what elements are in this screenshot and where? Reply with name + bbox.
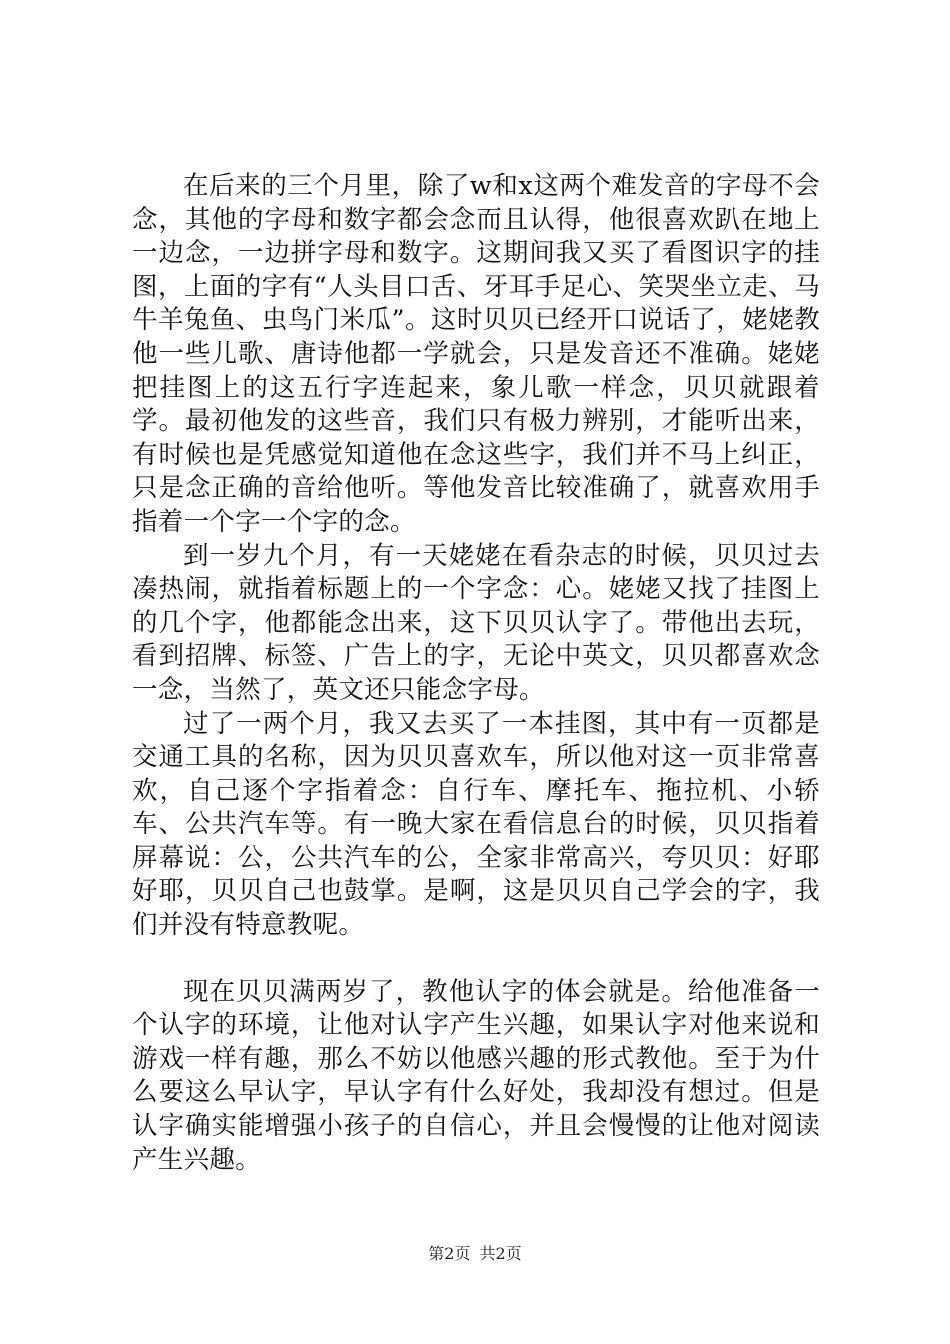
paragraph: 过了一两个月，我又去买了一本挂图，其中有一页都是交通工具的名称，因为贝贝喜欢车，所以他对这一页非常喜欢，自己逐个字指着念：自行车、摩托车、拖拉机、小轿车、公共汽车等。有一晚大家在看信息台的时候，贝贝指着屏幕说：公，公共汽车的公，全家非常高兴，夸贝贝：好耶好耶，贝贝自己也鼓掌。是啊，这是贝贝自己学会的字，我们并没有特意教呢。	[132, 708, 820, 941]
page-total: 共2页	[479, 1244, 522, 1263]
page-footer	[0, 1244, 950, 1264]
paragraph: 现在贝贝满两岁了，教他认字的体会就是。给他准备一个认字的环境，让他对认字产生兴趣，如果认字对他来说和游戏一样有趣，那么不妨以他感兴趣的形式教他。至于为什么要这么早认字，早认字有什么好处，我却没有想过。但是认字确实能增强小孩子的自信心，并且会慢慢的让他对阅读产生兴趣。	[132, 976, 820, 1175]
paragraph: 到一岁九个月，有一天姥姥在看杂志的时候，贝贝过去凑热闹，就指着标题上的一个字念：心。姥姥又找了挂图上的几个字，他都能念出来，这下贝贝认字了。带他出去玩，看到招牌、标签、广告上的字，无论中英文，贝贝都喜欢念一念，当然了，英文还只能念字母。	[132, 540, 820, 705]
page-number: 第2页	[428, 1244, 471, 1263]
paragraph-spacer	[132, 943, 820, 976]
paragraph: 在后来的三个月里，除了w和x这两个难发音的字母不会念，其他的字母和数字都会念而且认得，他很喜欢趴在地上一边念，一边拼字母和数字。这期间我又买了看图识字的挂图，上面的字有“人头目口舌、牙耳手足心、笑哭坐立走、马牛羊兔鱼、虫鸟门米瓜”。这时贝贝已经开口说话了，姥姥教他一些儿歌、唐诗他都一学就会，只是发音还不准确。姥姥把挂图上的这五行字连起来，象儿歌一样念，贝贝就跟着学。最初他发的这些音，我们只有极力辨别，才能听出来，有时候也是凭感觉知道他在念这些字，我们并不马上纠正，只是念正确的音给他听。等他发音比较准确了，就喜欢用手指着一个字一个字的念。	[132, 171, 820, 537]
document-body	[132, 170, 820, 1177]
